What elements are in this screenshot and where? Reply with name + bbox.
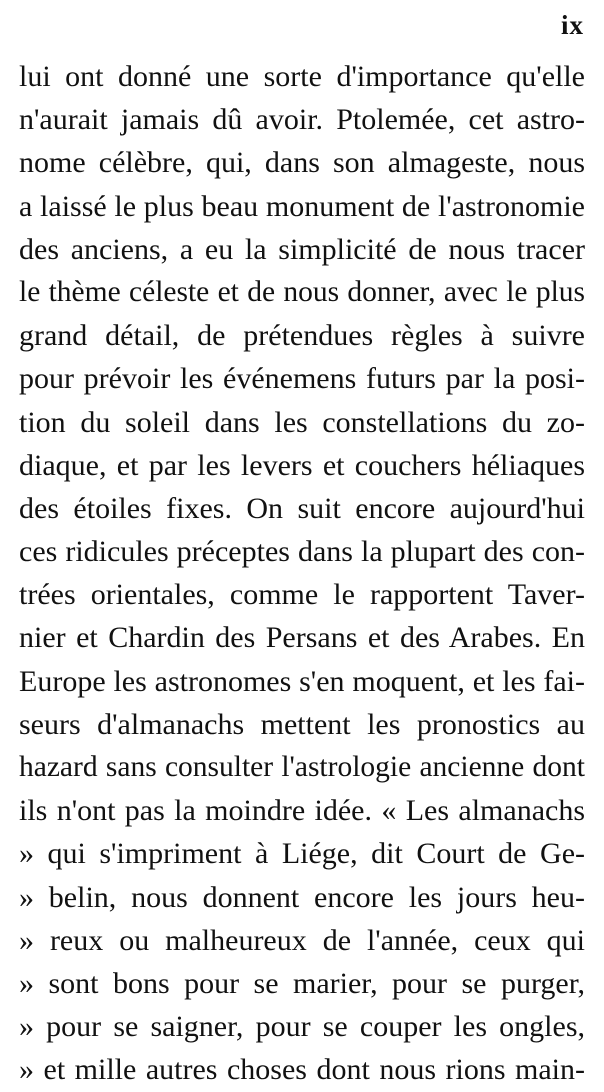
text-line: trées orientales, comme le rapportent Taver-: [19, 578, 585, 612]
page-number: ix: [560, 10, 584, 40]
quoted-line: » pour se saigner, pour se couper les ongles,: [19, 1010, 585, 1044]
text-line: seurs d'almanachs mettent les pronostics au: [19, 707, 585, 741]
text-line: le thème céleste et de nous donner, avec le plus: [19, 275, 585, 308]
text-line: tion du soleil dans les constellations du zo-: [19, 405, 585, 439]
text-line: hazard sans consulter l'astrologie ancienne dont: [19, 751, 585, 783]
text-line: nome célèbre, qui, dans son almageste, nous: [19, 146, 585, 180]
quoted-line: » belin, nous donnent encore les jours heu-: [19, 880, 585, 914]
text-line: grand détail, de prétendues règles à suivre: [19, 319, 585, 353]
body-text: [19, 55, 585, 1092]
text-line: n'aurait jamais dû avoir. Ptolemée, cet astro-: [19, 103, 585, 137]
text-line: ils n'ont pas la moindre idée. « Les almanachs: [19, 794, 585, 828]
quoted-line: » sont bons pour se marier, pour se purger,: [19, 966, 585, 1000]
quoted-line: » et mille autres choses dont nous rions main-: [19, 1053, 585, 1087]
text-line: Europe les astronomes s'en moquent, et les fai-: [19, 664, 585, 698]
quoted-line: » reux ou malheureux de l'année, ceux qui: [19, 923, 585, 957]
text-line: nier et Chardin des Persans et des Arabes. En: [19, 621, 585, 655]
text-line: des anciens, a eu la simplicité de nous tracer: [19, 232, 585, 266]
text-line: a laissé le plus beau monument de l'astronomie: [19, 189, 585, 223]
text-line: pour prévoir les événemens futurs par la posi-: [19, 362, 585, 396]
text-line: des étoiles fixes. On suit encore aujourd'hui: [19, 491, 585, 525]
text-line: lui ont donné une sorte d'importance qu'elle: [19, 60, 585, 93]
quoted-line: » qui s'impriment à Liége, dit Court de Ge-: [19, 837, 585, 871]
text-line: diaque, et par les levers et couchers héliaques: [19, 448, 585, 482]
text-line: ces ridicules préceptes dans la plupart des con-: [19, 535, 585, 569]
